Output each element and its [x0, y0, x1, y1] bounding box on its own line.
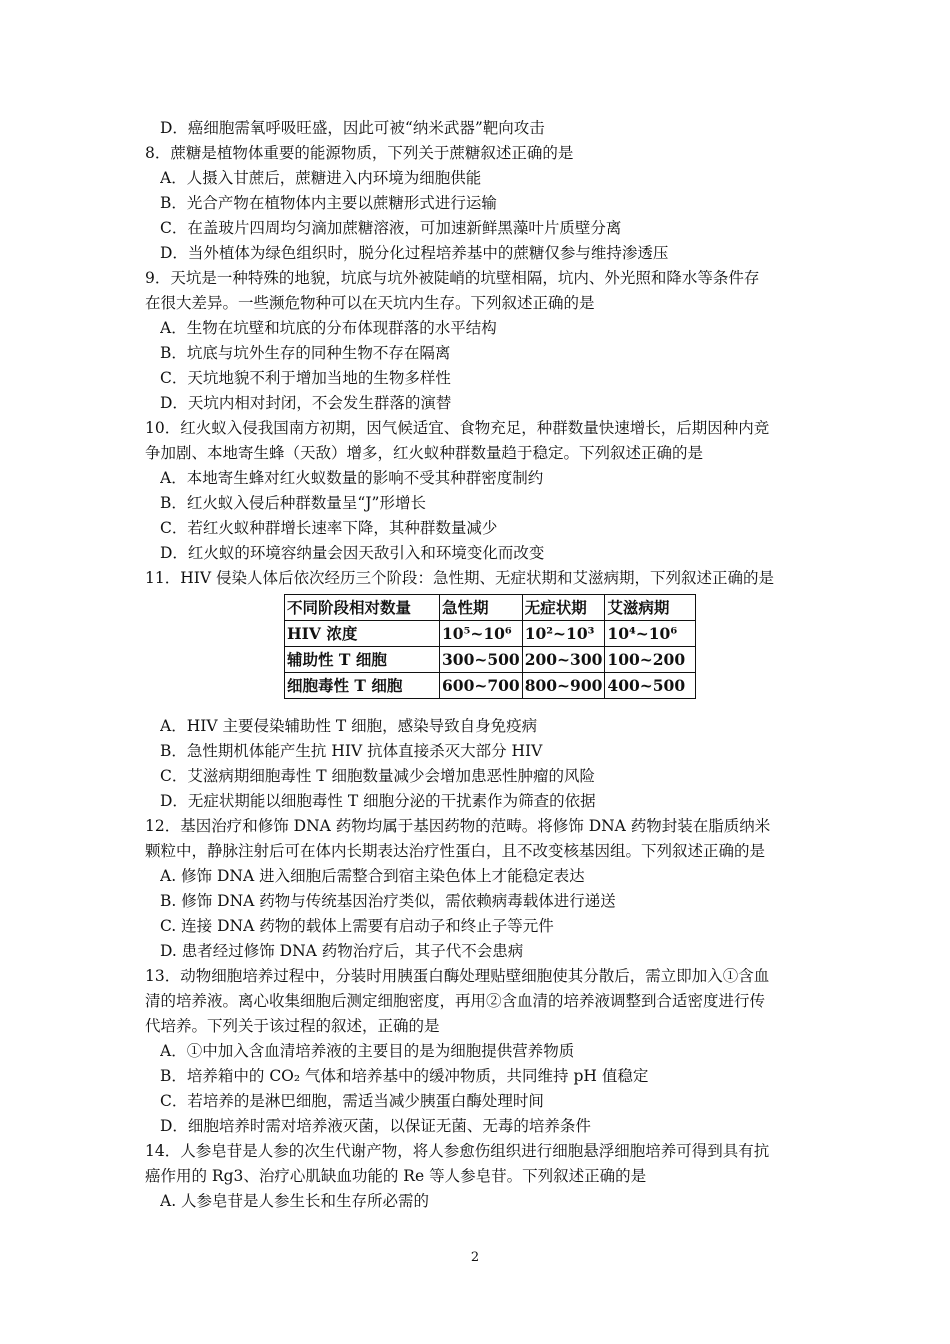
- q11-option-a: A．HIV 主要侵染辅助性 T 细胞，感染导致自身免疫病: [160, 717, 538, 735]
- q10-stem-line2: 争加剧、本地寄生蜂（天敌）增多，红火蚁种群数量趋于稳定。下列叙述正确的是: [145, 444, 704, 462]
- q8-option-b: B．光合产物在植物体内主要以蔗糖形式进行运输: [160, 194, 497, 212]
- table-cell: 10⁴~10⁶: [605, 621, 696, 647]
- q11-stem: 11．HIV 侵染人体后依次经历三个阶段：急性期、无症状期和艾滋病期，下列叙述正确的是: [145, 569, 774, 587]
- table-cell: 辅助性 T 细胞: [285, 647, 440, 673]
- q9-option-c: C．天坑地貌不利于增加当地的生物多样性: [160, 369, 451, 387]
- table-row: [285, 621, 696, 647]
- q9-option-d: D．天坑内相对封闭，不会发生群落的演替: [160, 394, 452, 412]
- q11-option-b: B．急性期机体能产生抗 HIV 抗体直接杀灭大部分 HIV: [160, 742, 543, 760]
- q12-option-a: A. 修饰 DNA 进入细胞后需整合到宿主染色体上才能稳定表达: [160, 867, 585, 885]
- q10-stem-line1: 10．红火蚁入侵我国南方初期，因气候适宜、食物充足，种群数量快速增长，后期因种内竞: [145, 419, 770, 437]
- q14-stem-line1: 14．人参皂苷是人参的次生代谢产物，将人参愈伤组织进行细胞悬浮细胞培养可得到具有抗: [145, 1142, 770, 1160]
- table-cell: 200~300: [522, 647, 605, 673]
- q11-option-c: C．艾滋病期细胞毒性 T 细胞数量减少会增加患恶性肿瘤的风险: [160, 767, 596, 785]
- table-row: [285, 647, 696, 673]
- q12-stem-line2: 颗粒中，静脉注射后可在体内长期表达治疗性蛋白，且不改变核基因组。下列叙述正确的是: [145, 842, 766, 860]
- q10-option-c: C．若红火蚁种群增长速率下降，其种群数量减少: [160, 519, 498, 537]
- table-row: [285, 673, 696, 699]
- q8-stem: 8．蔗糖是植物体重要的能源物质，下列关于蔗糖叙述正确的是: [145, 144, 574, 162]
- q8-option-a: A．人摄入甘蔗后，蔗糖进入内环境为细胞供能: [160, 169, 482, 187]
- table-header-row: [285, 595, 696, 621]
- table-cell: 400~500: [605, 673, 696, 699]
- q10-option-d: D．红火蚁的环境容纳量会因天敌引入和环境变化而改变: [160, 544, 545, 562]
- q12-option-c: C. 连接 DNA 药物的载体上需要有启动子和终止子等元件: [160, 917, 554, 935]
- table-cell: 细胞毒性 T 细胞: [285, 673, 440, 699]
- q9-stem-line2: 在很大差异。一些濒危物种可以在天坑内生存。下列叙述正确的是: [145, 294, 595, 312]
- q9-stem-line1: 9．天坑是一种特殊的地貌，坑底与坑外被陡峭的坑壁相隔，坑内、外光照和降水等条件存: [145, 269, 760, 287]
- q9-option-b: B．坑底与坑外生存的同种生物不存在隔离: [160, 344, 451, 362]
- q13-option-d: D．细胞培养时需对培养液灭菌，以保证无菌、无毒的培养条件: [160, 1117, 591, 1135]
- table-cell: 300~500: [440, 647, 523, 673]
- table-cell: 10⁵~10⁶: [440, 621, 523, 647]
- q14-stem-line2: 癌作用的 Rg3、治疗心肌缺血功能的 Re 等人参皂苷。下列叙述正确的是: [145, 1167, 647, 1185]
- q12-stem-line1: 12．基因治疗和修饰 DNA 药物均属于基因药物的范畴。将修饰 DNA 药物封装在脂质纳米: [145, 817, 771, 835]
- q11-option-d: D．无症状期能以细胞毒性 T 细胞分泌的干扰素作为筛查的依据: [160, 792, 596, 810]
- q8-option-c: C．在盖玻片四周均匀滴加蔗糖溶液，可加速新鲜黑藻叶片质壁分离: [160, 219, 622, 237]
- q12-option-b: B. 修饰 DNA 药物与传统基因治疗类似，需依赖病毒载体进行递送: [160, 892, 616, 910]
- table-cell: 100~200: [605, 647, 696, 673]
- q13-stem-line2: 清的培养液。离心收集细胞后测定细胞密度，再用②含血清的培养液调整到合适密度进行传: [145, 992, 766, 1010]
- q12-option-d: D. 患者经过修饰 DNA 药物治疗后，其子代不会患病: [160, 942, 524, 960]
- q8-option-d: D．当外植体为绿色组织时，脱分化过程培养基中的蔗糖仅参与维持渗透压: [160, 244, 669, 262]
- hiv-stage-table: [284, 594, 696, 699]
- table-header-cell: 无症状期: [522, 595, 605, 621]
- q10-option-b: B．红火蚁入侵后种群数量呈“J”形增长: [160, 494, 426, 512]
- page-number: 2: [470, 1250, 480, 1265]
- table-header-cell: 艾滋病期: [605, 595, 696, 621]
- q13-stem-line3: 代培养。下列关于该过程的叙述，正确的是: [145, 1017, 440, 1035]
- q13-option-b: B．培养箱中的 CO₂ 气体和培养基中的缓冲物质，共同维持 pH 值稳定: [160, 1067, 649, 1085]
- q10-option-a: A．本地寄生蜂对红火蚁数量的影响不受其种群密度制约: [160, 469, 544, 487]
- table-cell: 800~900: [522, 673, 605, 699]
- q13-stem-line1: 13．动物细胞培养过程中，分装时用胰蛋白酶处理贴壁细胞使其分散后，需立即加入①含血: [145, 967, 770, 985]
- q9-option-a: A．生物在坑壁和坑底的分布体现群落的水平结构: [160, 319, 497, 337]
- q14-option-a: A. 人参皂苷是人参生长和生存所必需的: [160, 1192, 430, 1210]
- table-cell: 10²~10³: [522, 621, 605, 647]
- q13-option-a: A．①中加入含血清培养液的主要目的是为细胞提供营养物质: [160, 1042, 575, 1060]
- table-header-cell: 急性期: [440, 595, 523, 621]
- table-cell: HIV 浓度: [285, 621, 440, 647]
- q13-option-c: C．若培养的是淋巴细胞，需适当减少胰蛋白酶处理时间: [160, 1092, 544, 1110]
- table-header-cell: 不同阶段相对数量: [285, 595, 440, 621]
- table-cell: 600~700: [440, 673, 523, 699]
- q7-option-d: D．癌细胞需氧呼吸旺盛，因此可被“纳米武器”靶向攻击: [160, 119, 545, 137]
